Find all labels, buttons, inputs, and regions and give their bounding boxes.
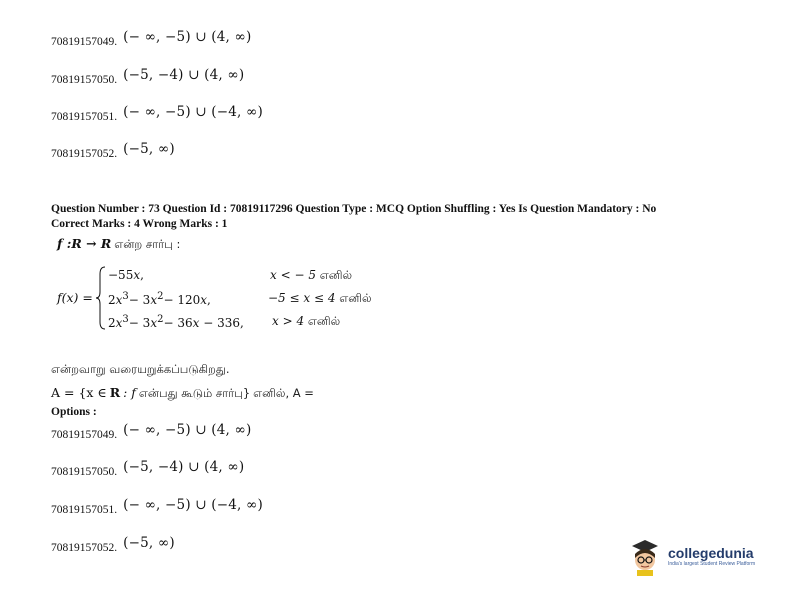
condition-tamil: எனில் (307, 314, 341, 328)
graduate-mascot-icon (628, 538, 662, 576)
piece-expr-3: $2x^3- 3x^2- 36x - 336$, (108, 314, 244, 330)
option-row[interactable] (51, 535, 175, 555)
fx-label: f(x) = (57, 290, 93, 305)
option-id: 70819157052. (51, 542, 118, 554)
option-row[interactable] (51, 422, 252, 442)
collegedunia-watermark (628, 536, 774, 578)
option-id: 70819157050. (51, 466, 118, 478)
option-id: 70819157051. (51, 504, 118, 516)
option-id: 70819157051. (51, 111, 118, 123)
option-text: (− ∞, −5) ∪ (−4, ∞) (123, 104, 263, 120)
function-signature: f :R → R (57, 236, 112, 251)
option-row[interactable] (51, 459, 245, 479)
option-row (51, 67, 245, 87)
set-definition (51, 385, 314, 402)
condition-text: x > 4 (272, 314, 305, 328)
intro-tamil: என்ற சார்பு : (114, 237, 181, 251)
option-row (51, 104, 263, 124)
option-text: (−5, −4) ∪ (4, ∞) (123, 459, 245, 475)
option-text: (−5, ∞) (123, 535, 175, 551)
condition-tamil: எனில் (319, 268, 353, 282)
piece-condition-3 (272, 314, 340, 330)
option-text: (−5, −4) ∪ (4, ∞) (123, 67, 245, 83)
option-text: (− ∞, −5) ∪ (4, ∞) (123, 29, 252, 45)
set-tamil: என்பது கூடும் சார்பு} (138, 386, 251, 400)
set-suffix: எனில், A = (253, 386, 314, 400)
question-intro (57, 236, 180, 253)
piece-expr-2: $2x^3- 3x^2- 120x$, (108, 291, 211, 307)
options-label: Options : (51, 406, 97, 418)
option-row[interactable] (51, 497, 263, 517)
watermark-title: collegedunia (668, 545, 754, 561)
piece-expr-1: −55x, (108, 268, 144, 282)
condition-text: x < − 5 (270, 268, 316, 282)
question-header: Question Number : 73 Question Id : 70819117296 Question Type : MCQ Option Shuffling : Yes Is Question Mandatory : No (51, 203, 657, 215)
set-prefix: A = {x ∈ (51, 385, 107, 400)
option-text: (−5, ∞) (123, 141, 175, 157)
watermark-subtitle: India's largest Student Review Platform (668, 561, 756, 567)
option-row (51, 29, 252, 49)
condition-tamil: எனில் (339, 291, 372, 305)
piece-condition-1 (270, 268, 352, 284)
set-real: R (109, 385, 121, 400)
option-text: (− ∞, −5) ∪ (4, ∞) (123, 422, 252, 438)
option-id: 70819157049. (51, 429, 118, 441)
left-brace-icon (96, 266, 106, 330)
option-text: (− ∞, −5) ∪ (−4, ∞) (123, 497, 263, 513)
set-colon-f: : f (123, 385, 136, 400)
option-id: 70819157050. (51, 74, 118, 86)
option-id: 70819157049. (51, 36, 118, 48)
defined-text: என்றவாறு வரையறுக்கப்படுகிறது. (51, 362, 230, 376)
option-row (51, 141, 175, 161)
question-marks: Correct Marks : 4 Wrong Marks : 1 (51, 218, 228, 230)
piece-condition-2 (268, 291, 372, 307)
option-id: 70819157052. (51, 148, 118, 160)
condition-text: −5 ≤ x ≤ 4 (268, 291, 336, 305)
